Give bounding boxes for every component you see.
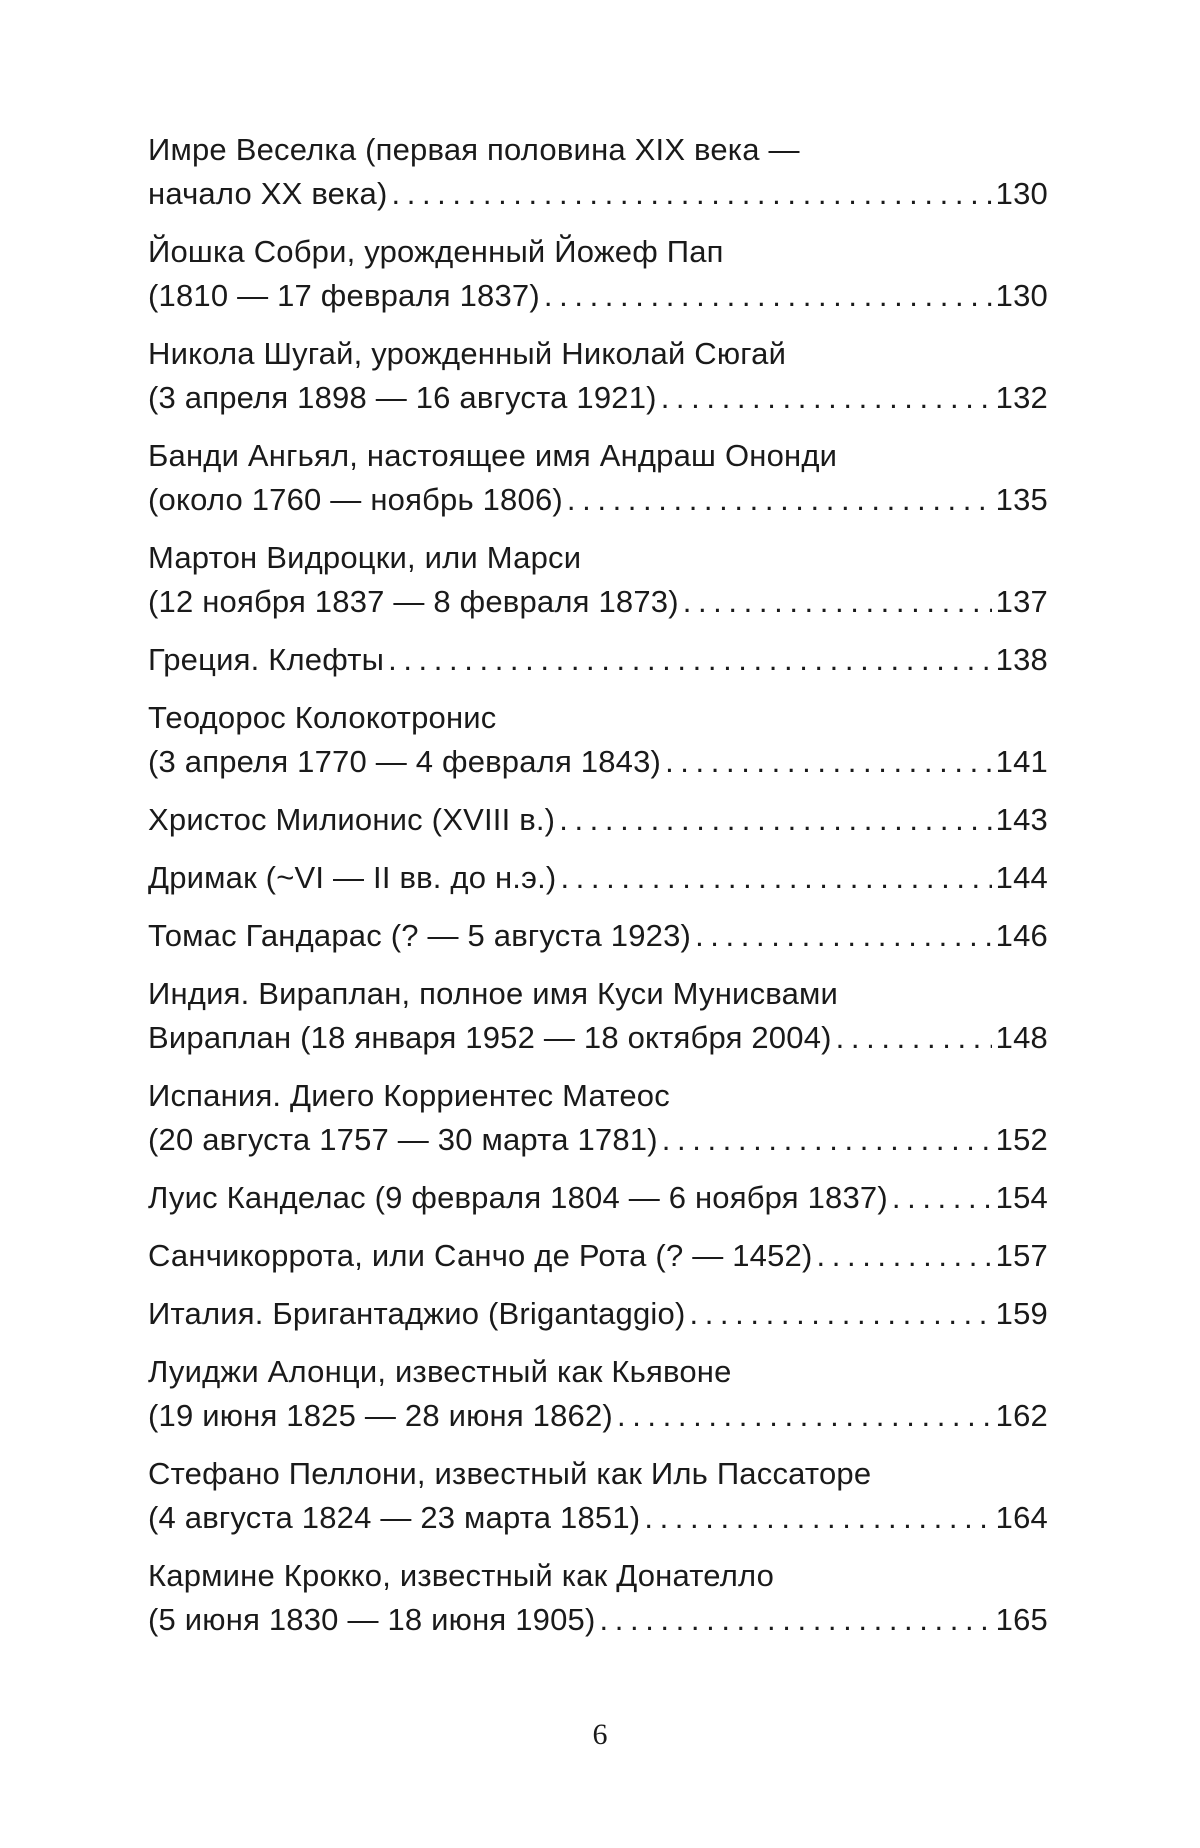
dot-leader (560, 856, 991, 900)
toc-entry-page: 148 (995, 1020, 1048, 1055)
toc-entry-text: (3 апреля 1770 — 4 февраля 1843) (148, 744, 662, 779)
dot-leader (662, 1118, 992, 1162)
toc-entry-text: (3 апреля 1898 — 16 августа 1921) (148, 380, 657, 415)
dot-leader (661, 376, 992, 420)
toc-entry-title: Мартон Видроцки, или Марси (148, 540, 582, 575)
toc-entry (148, 914, 1048, 958)
dot-leader (665, 740, 992, 784)
toc-entry-text: начало XX века) (148, 176, 388, 211)
toc-entry-page: 135 (995, 482, 1048, 517)
dot-leader (689, 1292, 991, 1336)
toc-entry-page: 137 (995, 584, 1048, 619)
dot-leader (600, 1598, 992, 1642)
toc-entry-page: 130 (995, 176, 1048, 211)
toc-entry-page: 132 (995, 380, 1048, 415)
toc-entry-text: Санчикоррота, или Санчо де Рота (? — 1452) (148, 1238, 813, 1273)
toc-entry-page: 157 (995, 1238, 1048, 1273)
toc-entry-page: 164 (995, 1500, 1048, 1535)
dot-leader (683, 580, 992, 624)
toc-entry-text: (12 ноября 1837 — 8 февраля 1873) (148, 584, 679, 619)
toc-entry-page: 162 (995, 1398, 1048, 1433)
toc-entry-page: 144 (995, 860, 1048, 895)
toc-entry-title: Банди Ангьял, настоящее имя Андраш Ононди (148, 438, 838, 473)
toc-entry-title: Индия. Вираплан, полное имя Куси Мунисвами (148, 976, 839, 1011)
toc-entry-page: 143 (995, 802, 1048, 837)
toc-entry-line (148, 856, 1048, 900)
dot-leader (392, 172, 992, 216)
toc-entry (148, 856, 1048, 900)
toc-entry-page: 146 (995, 918, 1048, 953)
dot-leader (836, 1016, 992, 1060)
dot-leader (559, 798, 991, 842)
toc-entry (148, 1234, 1048, 1278)
toc-entry (148, 1350, 1048, 1438)
page-number: 6 (592, 1718, 608, 1751)
dot-leader (388, 638, 992, 682)
toc-entry (148, 1074, 1048, 1162)
toc-entry-text: (5 июня 1830 — 18 июня 1905) (148, 1602, 596, 1637)
toc-entry-title: Йошка Собри, урожденный Йожеф Пап (148, 234, 724, 269)
toc-entry-line (148, 1176, 1048, 1220)
toc-entry-line (148, 1394, 1048, 1438)
toc-entry (148, 1176, 1048, 1220)
toc-entry-line (148, 478, 1048, 522)
toc-entry (148, 972, 1048, 1060)
toc-entry (148, 638, 1048, 682)
toc-entry-title: Никола Шугай, урожденный Николай Сюгай (148, 336, 787, 371)
toc-entry (148, 230, 1048, 318)
toc-entry-line (148, 274, 1048, 318)
toc-entry (148, 536, 1048, 624)
toc-entry-title: Кармине Крокко, известный как Донателло (148, 1558, 775, 1593)
toc-entry-page: 141 (995, 744, 1048, 779)
dot-leader (817, 1234, 992, 1278)
table-of-contents (148, 128, 1048, 1656)
toc-entry (148, 128, 1048, 216)
toc-entry-line (148, 1292, 1048, 1336)
toc-entry-line (148, 376, 1048, 420)
dot-leader (617, 1394, 992, 1438)
toc-entry-line (148, 914, 1048, 958)
toc-entry-text: (4 августа 1824 — 23 марта 1851) (148, 1500, 641, 1535)
toc-entry-text: Италия. Бригантаджио (Brigantaggio) (148, 1296, 686, 1331)
toc-entry-title: Имре Веселка (первая половина XIX века — (148, 132, 800, 167)
toc-entry-text: (около 1760 — ноябрь 1806) (148, 482, 563, 517)
toc-entry-text: (20 августа 1757 — 30 марта 1781) (148, 1122, 658, 1157)
toc-entry-line (148, 1118, 1048, 1162)
toc-entry-line (148, 1496, 1048, 1540)
toc-entry-page: 159 (995, 1296, 1048, 1331)
toc-entry (148, 1292, 1048, 1336)
dot-leader (695, 914, 992, 958)
toc-entry-title: Испания. Диего Корриентес Матеос (148, 1078, 670, 1113)
toc-entry-page: 130 (995, 278, 1048, 313)
toc-entry-text: Вираплан (18 января 1952 — 18 октября 2004) (148, 1020, 832, 1055)
toc-entry-text: (19 июня 1825 — 28 июня 1862) (148, 1398, 613, 1433)
toc-entry-line (148, 1598, 1048, 1642)
toc-entry-text: (1810 — 17 февраля 1837) (148, 278, 540, 313)
toc-entry (148, 1554, 1048, 1642)
toc-entry-line (148, 1234, 1048, 1278)
toc-entry-line (148, 1016, 1048, 1060)
toc-entry (148, 332, 1048, 420)
toc-entry-text: Луис Канделас (9 февраля 1804 — 6 ноября 1837) (148, 1180, 888, 1215)
toc-entry-title: Теодорос Колокотронис (148, 700, 497, 735)
toc-entry-line (148, 740, 1048, 784)
toc-entry-page: 154 (995, 1180, 1048, 1215)
toc-entry-title: Луиджи Алонци, известный как Кьявоне (148, 1354, 732, 1389)
toc-entry-page: 138 (995, 642, 1048, 677)
toc-entry-line (148, 580, 1048, 624)
toc-entry-page: 152 (995, 1122, 1048, 1157)
toc-entry-text: Томас Гандарас (? — 5 августа 1923) (148, 918, 692, 953)
toc-entry (148, 696, 1048, 784)
toc-entry-line (148, 172, 1048, 216)
toc-entry-line (148, 638, 1048, 682)
toc-entry (148, 434, 1048, 522)
toc-entry-text: Греция. Клефты (148, 642, 385, 677)
toc-entry-line (148, 798, 1048, 842)
dot-leader (644, 1496, 991, 1540)
toc-entry-text: Христос Милионис (XVIII в.) (148, 802, 556, 837)
toc-entry (148, 798, 1048, 842)
dot-leader (567, 478, 992, 522)
toc-entry-page: 165 (995, 1602, 1048, 1637)
toc-entry-title: Стефано Пеллони, известный как Иль Пассаторе (148, 1456, 872, 1491)
toc-entry-text: Дримак (~VI — II вв. до н.э.) (148, 860, 557, 895)
dot-leader (544, 274, 992, 318)
toc-entry (148, 1452, 1048, 1540)
dot-leader (892, 1176, 992, 1220)
